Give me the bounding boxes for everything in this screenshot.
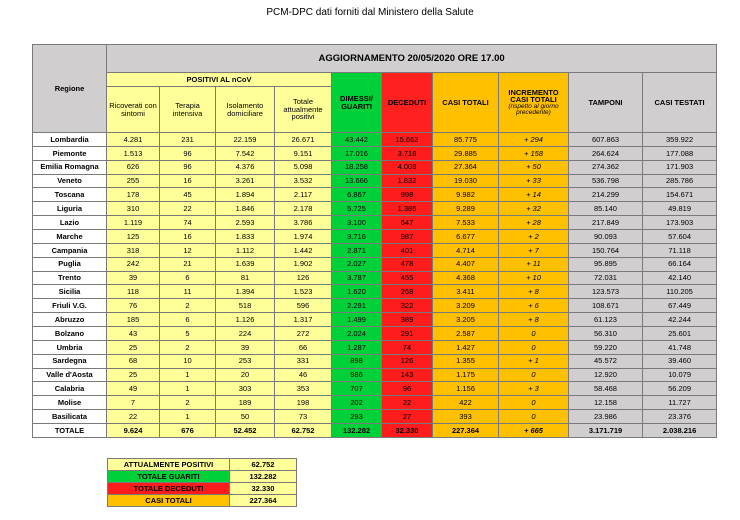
summary-positive-value: 62.752 (230, 459, 297, 471)
cell-increment: 0 (499, 327, 569, 341)
cell-region: Emilia Romagna (33, 160, 107, 174)
cell-deaths: 96 (382, 382, 433, 396)
header-deaths: DECEDUTI (382, 73, 433, 133)
cell-recovered: 707 (332, 382, 382, 396)
cell-increment: + 158 (499, 146, 569, 160)
cell-recovered: 43.442 (332, 133, 382, 147)
cell-swabs: 150.764 (569, 243, 643, 257)
cell-intensive-care: 16 (160, 230, 216, 244)
table-row (33, 230, 717, 244)
cell-swabs: 45.572 (569, 354, 643, 368)
table-row (33, 285, 717, 299)
cell-hospitalized: 68 (107, 354, 160, 368)
cell-increment: + 28 (499, 216, 569, 230)
cell-region: Umbria (33, 340, 107, 354)
cell-total-positive: 3.786 (275, 216, 332, 230)
cell-hospitalized: 76 (107, 299, 160, 313)
cell-tested: 177.088 (643, 146, 717, 160)
cell-total-positive: 3.532 (275, 174, 332, 188)
cell-deaths: 291 (382, 327, 433, 341)
cell-tested: 10.079 (643, 368, 717, 382)
header-intensive-care: Terapia intensiva (160, 87, 216, 133)
cell-region: Molise (33, 396, 107, 410)
cell-hospitalized: 1.513 (107, 146, 160, 160)
cell-hospitalized: 9.624 (107, 424, 160, 438)
cell-recovered: 132.282 (332, 424, 382, 438)
cell-region: Piemonte (33, 146, 107, 160)
cell-home-isolation: 518 (216, 299, 275, 313)
cell-swabs: 59.220 (569, 340, 643, 354)
cell-hospitalized: 25 (107, 368, 160, 382)
cell-home-isolation: 1.112 (216, 243, 275, 257)
table-row (33, 202, 717, 216)
cell-increment: 0 (499, 340, 569, 354)
cell-total-cases: 2.587 (433, 327, 499, 341)
cell-swabs: 58.468 (569, 382, 643, 396)
cell-intensive-care: 74 (160, 216, 216, 230)
cell-total-cases: 9.289 (433, 202, 499, 216)
cell-tested: 171.903 (643, 160, 717, 174)
summary-deaths-value: 32.330 (230, 483, 297, 495)
cell-intensive-care: 231 (160, 133, 216, 147)
cell-total-cases: 85.775 (433, 133, 499, 147)
cell-region: Friuli V.G. (33, 299, 107, 313)
covid-regional-table (32, 44, 717, 438)
cell-intensive-care: 6 (160, 313, 216, 327)
cell-tested: 41.748 (643, 340, 717, 354)
cell-swabs: 95.895 (569, 257, 643, 271)
cell-total-cases: 393 (433, 410, 499, 424)
cell-total-positive: 2.117 (275, 188, 332, 202)
cell-recovered: 2.027 (332, 257, 382, 271)
table-row (33, 368, 717, 382)
cell-swabs: 264.624 (569, 146, 643, 160)
cell-total-positive: 2.178 (275, 202, 332, 216)
cell-total-positive: 1.523 (275, 285, 332, 299)
header-swabs: TAMPONI (569, 73, 643, 133)
cell-tested: 49.819 (643, 202, 717, 216)
cell-intensive-care: 2 (160, 396, 216, 410)
cell-intensive-care: 1 (160, 368, 216, 382)
cell-total-positive: 353 (275, 382, 332, 396)
cell-deaths: 15.662 (382, 133, 433, 147)
cell-swabs: 108.671 (569, 299, 643, 313)
cell-deaths: 4.008 (382, 160, 433, 174)
cell-deaths: 27 (382, 410, 433, 424)
cell-swabs: 536.798 (569, 174, 643, 188)
cell-recovered: 5.725 (332, 202, 382, 216)
cell-tested: 57.604 (643, 230, 717, 244)
summary-recovered-label: TOTALE GUARITI (108, 471, 230, 483)
cell-region: Calabria (33, 382, 107, 396)
cell-swabs: 123.573 (569, 285, 643, 299)
cell-intensive-care: 11 (160, 285, 216, 299)
table-row (33, 133, 717, 147)
cell-hospitalized: 7 (107, 396, 160, 410)
cell-swabs: 607.863 (569, 133, 643, 147)
cell-tested: 71.118 (643, 243, 717, 257)
cell-deaths: 401 (382, 243, 433, 257)
cell-swabs: 12.158 (569, 396, 643, 410)
cell-deaths: 1.832 (382, 174, 433, 188)
cell-region: Sicilia (33, 285, 107, 299)
cell-hospitalized: 43 (107, 327, 160, 341)
cell-hospitalized: 626 (107, 160, 160, 174)
cell-region: Lazio (33, 216, 107, 230)
cell-total-cases: 4.368 (433, 271, 499, 285)
cell-swabs: 56.310 (569, 327, 643, 341)
cell-hospitalized: 125 (107, 230, 160, 244)
cell-recovered: 2.024 (332, 327, 382, 341)
total-row (33, 424, 717, 438)
cell-total-cases: 3.209 (433, 299, 499, 313)
cell-total-positive: 1.902 (275, 257, 332, 271)
cell-tested: 67.449 (643, 299, 717, 313)
cell-swabs: 214.299 (569, 188, 643, 202)
table-body (33, 133, 717, 438)
cell-swabs: 90.093 (569, 230, 643, 244)
cell-tested: 42.140 (643, 271, 717, 285)
cell-total-positive: 66 (275, 340, 332, 354)
cell-home-isolation: 1.833 (216, 230, 275, 244)
cell-swabs: 85.140 (569, 202, 643, 216)
cell-home-isolation: 50 (216, 410, 275, 424)
cell-swabs: 72.031 (569, 271, 643, 285)
summary-cases-value: 227.364 (230, 495, 297, 507)
cell-home-isolation: 39 (216, 340, 275, 354)
table-row (33, 410, 717, 424)
cell-home-isolation: 303 (216, 382, 275, 396)
cell-tested: 11.727 (643, 396, 717, 410)
cell-increment: + 32 (499, 202, 569, 216)
cell-tested: 110.205 (643, 285, 717, 299)
cell-tested: 39.460 (643, 354, 717, 368)
cell-increment: + 8 (499, 285, 569, 299)
cell-recovered: 13.666 (332, 174, 382, 188)
cell-total-positive: 26.671 (275, 133, 332, 147)
cell-deaths: 478 (382, 257, 433, 271)
summary-table (107, 458, 297, 507)
cell-hospitalized: 1.119 (107, 216, 160, 230)
cell-increment: + 8 (499, 313, 569, 327)
cell-increment: + 2 (499, 230, 569, 244)
cell-region: Trento (33, 271, 107, 285)
cell-home-isolation: 3.261 (216, 174, 275, 188)
header-tested: CASI TESTATI (643, 73, 717, 133)
cell-home-isolation: 1.894 (216, 188, 275, 202)
header-increment-label: INCREMENTO CASI TOTALI (508, 87, 559, 104)
cell-total-positive: 62.752 (275, 424, 332, 438)
cell-hospitalized: 242 (107, 257, 160, 271)
cell-hospitalized: 318 (107, 243, 160, 257)
cell-swabs: 23.986 (569, 410, 643, 424)
cell-hospitalized: 185 (107, 313, 160, 327)
summary-deaths-label: TOTALE DECEDUTI (108, 483, 230, 495)
cell-increment: + 294 (499, 133, 569, 147)
cell-recovered: 898 (332, 354, 382, 368)
cell-intensive-care: 22 (160, 202, 216, 216)
cell-recovered: 1.620 (332, 285, 382, 299)
cell-region: Abruzzo (33, 313, 107, 327)
header-total-positive: Totale attualmente positivi (275, 87, 332, 133)
cell-recovered: 202 (332, 396, 382, 410)
header-increment (499, 73, 569, 133)
cell-total-positive: 126 (275, 271, 332, 285)
header-update-date: AGGIORNAMENTO 20/05/2020 ORE 17.00 (107, 45, 717, 73)
header-home-isolation: Isolamento domiciliare (216, 87, 275, 133)
header-increment-note: (rispetto al giorno precedente) (508, 102, 559, 116)
cell-intensive-care: 6 (160, 271, 216, 285)
cell-home-isolation: 4.376 (216, 160, 275, 174)
cell-total-positive: 596 (275, 299, 332, 313)
header-total-cases: CASI TOTALI (433, 73, 499, 133)
cell-home-isolation: 22.159 (216, 133, 275, 147)
cell-region: Liguria (33, 202, 107, 216)
cell-home-isolation: 20 (216, 368, 275, 382)
cell-tested: 56.209 (643, 382, 717, 396)
cell-swabs: 274.362 (569, 160, 643, 174)
cell-total-cases: 27.364 (433, 160, 499, 174)
cell-increment: + 10 (499, 271, 569, 285)
cell-increment: + 11 (499, 257, 569, 271)
table-row (33, 396, 717, 410)
cell-total-positive: 5.098 (275, 160, 332, 174)
cell-home-isolation: 253 (216, 354, 275, 368)
cell-deaths: 268 (382, 285, 433, 299)
cell-hospitalized: 310 (107, 202, 160, 216)
cell-total-cases: 227.364 (433, 424, 499, 438)
cell-total-positive: 331 (275, 354, 332, 368)
cell-swabs: 12.920 (569, 368, 643, 382)
cell-intensive-care: 676 (160, 424, 216, 438)
cell-region: Marche (33, 230, 107, 244)
table-row (33, 299, 717, 313)
cell-intensive-care: 2 (160, 340, 216, 354)
cell-intensive-care: 1 (160, 410, 216, 424)
cell-increment: 0 (499, 410, 569, 424)
cell-intensive-care: 96 (160, 146, 216, 160)
summary-cases-label: CASI TOTALI (108, 495, 230, 507)
cell-hospitalized: 118 (107, 285, 160, 299)
cell-increment: + 7 (499, 243, 569, 257)
cell-increment: + 50 (499, 160, 569, 174)
cell-intensive-care: 1 (160, 382, 216, 396)
cell-recovered: 2.871 (332, 243, 382, 257)
cell-recovered: 3.787 (332, 271, 382, 285)
cell-tested: 66.164 (643, 257, 717, 271)
cell-deaths: 998 (382, 188, 433, 202)
cell-tested: 2.038.216 (643, 424, 717, 438)
cell-deaths: 22 (382, 396, 433, 410)
cell-total-cases: 29.885 (433, 146, 499, 160)
cell-intensive-care: 2 (160, 299, 216, 313)
cell-total-cases: 6.677 (433, 230, 499, 244)
cell-total-positive: 1.317 (275, 313, 332, 327)
cell-region: Campania (33, 243, 107, 257)
cell-intensive-care: 45 (160, 188, 216, 202)
header-hospitalized: Ricoverati con sintomi (107, 87, 160, 133)
cell-total-cases: 9.982 (433, 188, 499, 202)
cell-total-cases: 4.407 (433, 257, 499, 271)
cell-total-cases: 1.355 (433, 354, 499, 368)
cell-hospitalized: 178 (107, 188, 160, 202)
cell-tested: 285.786 (643, 174, 717, 188)
cell-recovered: 6.867 (332, 188, 382, 202)
cell-region: Lombardia (33, 133, 107, 147)
cell-region: Toscana (33, 188, 107, 202)
table-row (33, 354, 717, 368)
cell-recovered: 3.716 (332, 230, 382, 244)
table-row (33, 146, 717, 160)
cell-total-cases: 422 (433, 396, 499, 410)
cell-total-positive: 73 (275, 410, 332, 424)
cell-deaths: 126 (382, 354, 433, 368)
cell-tested: 173.903 (643, 216, 717, 230)
cell-home-isolation: 7.542 (216, 146, 275, 160)
header-region: Regione (33, 45, 107, 133)
summary-positive-label: ATTUALMENTE POSITIVI (108, 459, 230, 471)
cell-region: TOTALE (33, 424, 107, 438)
cell-home-isolation: 1.126 (216, 313, 275, 327)
cell-deaths: 455 (382, 271, 433, 285)
cell-recovered: 986 (332, 368, 382, 382)
table-row (33, 382, 717, 396)
cell-total-positive: 1.442 (275, 243, 332, 257)
cell-deaths: 74 (382, 340, 433, 354)
cell-total-cases: 3.205 (433, 313, 499, 327)
cell-recovered: 18.258 (332, 160, 382, 174)
cell-deaths: 389 (382, 313, 433, 327)
cell-hospitalized: 49 (107, 382, 160, 396)
cell-increment: + 665 (499, 424, 569, 438)
cell-hospitalized: 25 (107, 340, 160, 354)
cell-region: Veneto (33, 174, 107, 188)
cell-deaths: 987 (382, 230, 433, 244)
cell-recovered: 293 (332, 410, 382, 424)
cell-increment: + 6 (499, 299, 569, 313)
cell-total-cases: 4.714 (433, 243, 499, 257)
cell-total-cases: 1.175 (433, 368, 499, 382)
cell-increment: + 33 (499, 174, 569, 188)
cell-swabs: 217.849 (569, 216, 643, 230)
cell-home-isolation: 2.593 (216, 216, 275, 230)
cell-intensive-care: 12 (160, 243, 216, 257)
cell-region: Basilicata (33, 410, 107, 424)
page-title: PCM-DPC dati forniti dal Ministero della Salute (266, 7, 474, 18)
cell-intensive-care: 21 (160, 257, 216, 271)
cell-hospitalized: 22 (107, 410, 160, 424)
cell-recovered: 2.291 (332, 299, 382, 313)
cell-intensive-care: 5 (160, 327, 216, 341)
table-row (33, 257, 717, 271)
cell-recovered: 3.100 (332, 216, 382, 230)
cell-increment: 0 (499, 396, 569, 410)
cell-total-cases: 3.411 (433, 285, 499, 299)
cell-tested: 23.376 (643, 410, 717, 424)
cell-home-isolation: 1.394 (216, 285, 275, 299)
cell-deaths: 1.386 (382, 202, 433, 216)
cell-region: Sardegna (33, 354, 107, 368)
cell-total-cases: 1.156 (433, 382, 499, 396)
table-row (33, 188, 717, 202)
cell-total-positive: 1.974 (275, 230, 332, 244)
table-row (33, 340, 717, 354)
cell-total-positive: 198 (275, 396, 332, 410)
cell-deaths: 32.330 (382, 424, 433, 438)
cell-home-isolation: 1.639 (216, 257, 275, 271)
cell-increment: + 14 (499, 188, 569, 202)
cell-home-isolation: 189 (216, 396, 275, 410)
cell-hospitalized: 39 (107, 271, 160, 285)
cell-home-isolation: 224 (216, 327, 275, 341)
table-row (33, 327, 717, 341)
cell-region: Puglia (33, 257, 107, 271)
cell-home-isolation: 81 (216, 271, 275, 285)
cell-tested: 154.671 (643, 188, 717, 202)
table-row (33, 243, 717, 257)
cell-home-isolation: 52.452 (216, 424, 275, 438)
cell-total-cases: 1.427 (433, 340, 499, 354)
table-row (33, 174, 717, 188)
cell-recovered: 1.287 (332, 340, 382, 354)
cell-intensive-care: 10 (160, 354, 216, 368)
cell-deaths: 3.718 (382, 146, 433, 160)
cell-region: Valle d'Aosta (33, 368, 107, 382)
cell-total-cases: 19.030 (433, 174, 499, 188)
cell-intensive-care: 96 (160, 160, 216, 174)
table-row (33, 313, 717, 327)
cell-recovered: 1.499 (332, 313, 382, 327)
cell-total-positive: 9.151 (275, 146, 332, 160)
cell-swabs: 61.123 (569, 313, 643, 327)
cell-tested: 42.244 (643, 313, 717, 327)
summary-recovered-value: 132.282 (230, 471, 297, 483)
cell-recovered: 17.016 (332, 146, 382, 160)
header-recovered: DIMESSI/ GUARITI (332, 73, 382, 133)
cell-region: Bolzano (33, 327, 107, 341)
cell-total-positive: 272 (275, 327, 332, 341)
cell-hospitalized: 255 (107, 174, 160, 188)
cell-increment: + 1 (499, 354, 569, 368)
table-row (33, 160, 717, 174)
table-row (33, 271, 717, 285)
header-positive-group: POSITIVI AL nCoV (107, 73, 332, 87)
table-row (33, 216, 717, 230)
cell-swabs: 3.171.719 (569, 424, 643, 438)
cell-increment: 0 (499, 368, 569, 382)
cell-total-cases: 7.533 (433, 216, 499, 230)
cell-deaths: 647 (382, 216, 433, 230)
cell-deaths: 322 (382, 299, 433, 313)
cell-deaths: 143 (382, 368, 433, 382)
cell-intensive-care: 16 (160, 174, 216, 188)
cell-tested: 25.601 (643, 327, 717, 341)
cell-increment: + 3 (499, 382, 569, 396)
cell-home-isolation: 1.846 (216, 202, 275, 216)
cell-tested: 359.922 (643, 133, 717, 147)
cell-hospitalized: 4.281 (107, 133, 160, 147)
cell-total-positive: 46 (275, 368, 332, 382)
